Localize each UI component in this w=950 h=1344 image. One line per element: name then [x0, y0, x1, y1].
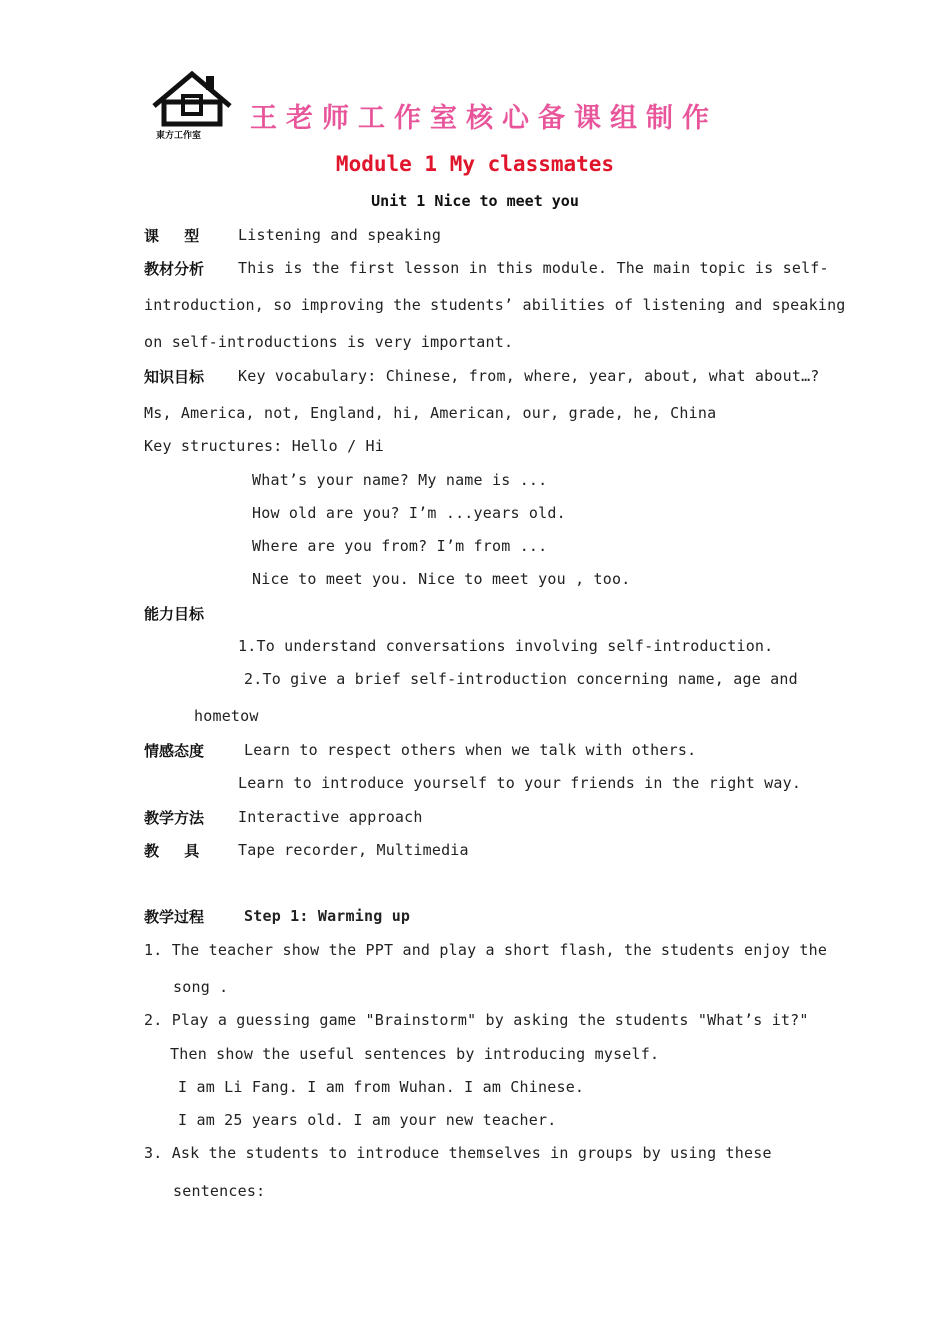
tools-value: Tape recorder, Multimedia: [238, 841, 469, 859]
knowledge-line: Ms, America, not, England, hi, American, our, grade, he, China: [144, 404, 717, 422]
process-label: 教学过程: [144, 908, 205, 926]
ability-line: 1.To understand conversations involving self-introduction.: [238, 637, 774, 655]
method-value: Interactive approach: [238, 808, 423, 826]
emotion-label: 情感态度: [144, 742, 205, 760]
process-line: Then show the useful sentences by introducing myself.: [170, 1045, 660, 1063]
analysis-line: This is the first lesson in this module. The main topic is self-: [238, 259, 829, 277]
process-line: 2. Play a guessing game "Brainstorm" by asking the students "What’s it?": [144, 1011, 809, 1029]
ability-label: 能力目标: [144, 605, 205, 623]
logo-caption: 東方工作室: [156, 131, 202, 141]
analysis-line: on self-introductions is very important.: [144, 333, 514, 351]
knowledge-line: Key vocabulary: Chinese, from, where, year, about, what about…?: [238, 367, 820, 385]
ability-line: 2.To give a brief self-introduction concerning name, age and: [244, 670, 798, 688]
knowledge-label: 知识目标: [144, 368, 205, 386]
ability-line: hometow: [194, 707, 259, 725]
emotion-line: Learn to introduce yourself to your friends in the right way.: [238, 774, 802, 792]
page-title: Module 1 My classmates: [335, 152, 615, 176]
tools-label: 教 具: [144, 842, 210, 860]
process-line: 3. Ask the students to introduce themselves in groups by using these: [144, 1144, 772, 1162]
process-line: song .: [173, 978, 229, 996]
process-line: I am 25 years old. I am your new teacher.: [178, 1111, 557, 1129]
method-label: 教学方法: [144, 809, 205, 827]
type-label: 课 型: [144, 227, 210, 245]
process-line: sentences:: [173, 1182, 266, 1200]
knowledge-line: Key structures: Hello / Hi: [144, 437, 384, 455]
type-value: Listening and speaking: [238, 226, 442, 244]
page-subtitle: Unit 1 Nice to meet you: [371, 192, 579, 210]
analysis-line: introduction, so improving the students’ abilities of listening and speaking: [144, 296, 846, 314]
process-line: 1. The teacher show the PPT and play a short flash, the students enjoy the: [144, 941, 828, 959]
emotion-line: Learn to respect others when we talk with others.: [244, 741, 697, 759]
header-banner: 王老师工作室核心备课组制作: [250, 103, 718, 134]
structure-line: What’s your name? My name is ...: [252, 471, 548, 489]
structure-line: Where are you from? I’m from ...: [252, 537, 548, 555]
step-heading: Step 1: Warming up: [244, 907, 411, 925]
structure-line: Nice to meet you. Nice to meet you , too.: [252, 570, 631, 588]
process-line: I am Li Fang. I am from Wuhan. I am Chinese.: [178, 1078, 585, 1096]
analysis-label: 教材分析: [144, 260, 205, 278]
structure-line: How old are you? I’m ...years old.: [252, 504, 566, 522]
